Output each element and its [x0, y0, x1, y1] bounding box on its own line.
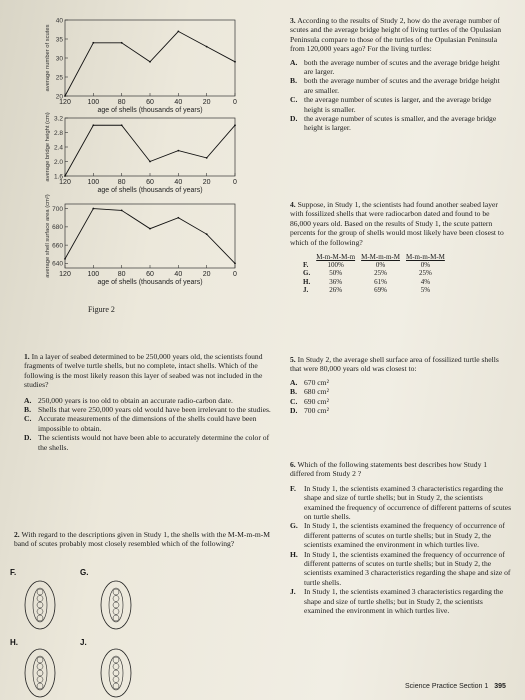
question-6-stem: 6. Which of the following statements best describes how Study 1 differed from Study 2 ? — [290, 460, 488, 479]
y-tick-label: 2.0 — [53, 158, 63, 166]
data-point — [121, 210, 123, 212]
x-tick-label: 80 — [117, 179, 126, 186]
q3-option-d[interactable] — [290, 114, 510, 133]
x-tick-label: 40 — [174, 99, 183, 106]
x-axis-label: age of shells (thousands of years) — [97, 187, 203, 194]
option-text: Shells that were 250,000 years old would have been irrelevant to the studies. — [38, 405, 271, 415]
table-cell: 61% — [374, 277, 387, 286]
table-cell: 26% — [329, 285, 343, 294]
shell-inner — [109, 656, 123, 690]
x-tick-label: 80 — [117, 271, 126, 278]
data-point — [121, 42, 123, 44]
option-letter: C. — [290, 396, 298, 406]
y-tick-label: 680 — [52, 224, 63, 232]
scute — [37, 596, 43, 602]
table-cell: 25% — [374, 269, 387, 278]
x-tick-label: 100 — [87, 271, 100, 278]
q6-option-j[interactable] — [290, 587, 512, 615]
option-letter: B. — [24, 405, 31, 415]
question-5 — [290, 355, 512, 415]
question-5-stem: 5. In Study 2, the average shell surface area of fossilized turtle shells that were 80,000 years old was closest to: — [290, 355, 499, 374]
option-text: 680 cm² — [304, 387, 329, 397]
option-letter: H. — [290, 549, 298, 559]
table-cell: 25% — [419, 269, 432, 278]
data-point — [177, 150, 179, 152]
data-point — [92, 208, 94, 210]
q1-option-d[interactable] — [24, 433, 272, 452]
option-text: the average number of scutes is larger, and the average bridge height is smaller. — [304, 95, 492, 114]
shell-inner — [33, 588, 47, 622]
y-tick-label: 660 — [52, 242, 63, 250]
scute — [113, 589, 119, 595]
table-cell: 4% — [420, 277, 431, 286]
data-point — [92, 42, 94, 44]
section-label: Science Practice Section 1 — [405, 683, 489, 690]
chart-3-series-line — [65, 209, 235, 264]
y-tick-label: 700 — [52, 205, 63, 213]
y-tick-label: 2.8 — [53, 129, 63, 137]
scute — [113, 657, 119, 663]
chart-1-series-line — [65, 31, 235, 96]
option-text: both the average number of scutes and the average bridge height are larger. — [304, 57, 500, 77]
q5-option-a[interactable] — [290, 378, 512, 387]
option-letter: J. — [303, 285, 309, 294]
table-cell: 36% — [329, 277, 343, 286]
scute — [37, 589, 43, 595]
data-point — [64, 95, 66, 97]
q1-option-a[interactable] — [24, 396, 272, 405]
option-text: In Study 1, the scientists examined 3 characteristics regarding the shape and size of turtle shells; but in Study 2, the scientists examined the environment in which turtles live. — [304, 587, 504, 616]
x-axis-label: age of shells (thousands of years) — [97, 107, 203, 114]
q2-option-h[interactable]: H. — [10, 638, 18, 647]
question-2 — [14, 530, 272, 549]
q1-option-c[interactable] — [24, 414, 272, 433]
option-letter: G. — [303, 269, 311, 278]
option-letter: D. — [24, 433, 32, 443]
x-tick-label: 40 — [174, 271, 183, 278]
scute — [37, 670, 43, 676]
shell-diagrams — [8, 565, 158, 700]
chart-2-series-line — [65, 125, 235, 176]
option-text: the average number of scutes is smaller, and the average bridge height is larger. — [304, 114, 497, 133]
q2-option-j[interactable]: J. — [80, 638, 87, 647]
data-point — [149, 61, 151, 63]
data-point — [206, 233, 208, 235]
question-6-options — [290, 484, 512, 616]
option-letter: B. — [290, 76, 297, 86]
scute — [37, 615, 43, 621]
data-point — [149, 161, 151, 163]
option-text: 690 cm² — [304, 396, 329, 406]
y-tick-label: 1.6 — [53, 173, 63, 181]
option-text: 700 cm² — [304, 406, 329, 416]
table-cell: 100% — [327, 261, 344, 270]
x-tick-label: 40 — [174, 179, 183, 186]
x-tick-label: 20 — [202, 179, 211, 186]
q6-option-g[interactable] — [290, 521, 512, 549]
scute — [113, 596, 119, 602]
x-tick-label: 80 — [117, 99, 126, 106]
scute — [113, 670, 119, 676]
x-tick-label: 60 — [146, 179, 154, 186]
q6-option-h[interactable] — [290, 550, 512, 588]
x-tick-label: 0 — [233, 179, 237, 186]
data-point — [92, 124, 94, 126]
x-tick-label: 100 — [87, 99, 100, 106]
y-tick-label: 30 — [55, 55, 63, 63]
option-text: The scientists would not have been able to accurately determine the color of the shells. — [38, 433, 270, 452]
figure-2-charts — [40, 18, 255, 298]
scute — [37, 677, 43, 683]
data-point — [206, 46, 208, 48]
y-tick-label: 2.4 — [53, 144, 63, 152]
question-2-stem: 2. With regard to the descriptions given in Study 1, the shells with the M-M-m-m-M band of scutes probably most closely resembled which of the following? — [14, 530, 271, 549]
question-1-stem: 1. In a layer of seabed determined to be 250,000 years old, the scientists found fragments of twelve turtle shells, but no complete, intact shells. Which of the following is the most likely reason this layer of seabed was not included in the studies? — [24, 352, 263, 390]
option-text: In Study 1, the scientists examined the frequency of occurrence of different patterns of scutes on turtle shells; but in Study 2, the scientists examined the environment in which turtles live. — [304, 521, 505, 550]
x-tick-label: 20 — [202, 99, 211, 106]
q3-option-b[interactable] — [290, 76, 510, 95]
q4-option-h[interactable] — [300, 278, 448, 286]
data-point — [149, 228, 151, 230]
data-point — [64, 175, 66, 177]
footer — [405, 683, 506, 690]
figure-caption: Figure 2 — [88, 305, 115, 314]
page-number: 395 — [494, 683, 506, 690]
q6-option-f[interactable] — [290, 484, 512, 522]
option-letter: A. — [290, 377, 298, 387]
question-5-options — [290, 378, 512, 416]
question-6 — [290, 460, 512, 616]
shell-inner — [109, 588, 123, 622]
y-axis-label: average number of scutes — [45, 24, 51, 92]
y-tick-label: 640 — [52, 260, 63, 268]
scute — [37, 602, 43, 608]
option-letter: A. — [290, 57, 298, 67]
question-3 — [290, 16, 510, 133]
option-letter: D. — [290, 114, 298, 124]
scute — [113, 664, 119, 670]
scute — [37, 657, 43, 663]
chart-1-frame — [65, 20, 235, 96]
option-text: In Study 1, the scientists examined 3 characteristics regarding the shape and size of turtle shells; but in Study 2, the scientists examined the frequency of occurrence of different patterns of scutes on turtle shells. — [304, 483, 512, 522]
question-1-options — [24, 396, 272, 452]
question-1 — [24, 352, 272, 452]
q4-option-f[interactable] — [300, 261, 448, 269]
data-point — [234, 61, 236, 63]
x-tick-label: 0 — [233, 271, 237, 278]
data-point — [177, 217, 179, 219]
q2-option-f[interactable]: F. — [10, 568, 17, 577]
table-cell: 50% — [329, 269, 343, 278]
y-tick-label: 35 — [55, 36, 63, 44]
q4-option-j[interactable] — [300, 286, 448, 294]
option-text: 250,000 years is too old to obtain an accurate radio-carbon date. — [38, 395, 233, 405]
x-tick-label: 20 — [202, 271, 211, 278]
scute — [113, 683, 119, 689]
q5-option-b[interactable] — [290, 387, 512, 396]
option-letter: A. — [24, 395, 32, 405]
option-letter: F. — [303, 261, 309, 270]
scute — [37, 664, 43, 670]
x-tick-label: 120 — [59, 179, 71, 186]
scute — [113, 615, 119, 621]
scute — [113, 602, 119, 608]
data-point — [177, 31, 179, 33]
x-tick-label: 100 — [87, 179, 100, 186]
option-letter: C. — [24, 414, 32, 424]
scute — [113, 677, 119, 683]
option-letter: B. — [290, 387, 297, 397]
scute — [37, 609, 43, 615]
table-corner — [300, 253, 313, 261]
table-header-row — [300, 253, 448, 261]
table-cell: 0% — [420, 261, 431, 270]
option-text: both the average number of scutes and the average bridge height are smaller. — [304, 76, 500, 95]
question-4-stem: 4. Suppose, in Study 1, the scientists had found another seabed layer with fossilized shells that were radiocarbon dated and found to be 86,000 years old. Based on the results of Study 1, the scute pattern percents for the group of shells would most likely have been closest to which of the following? — [290, 200, 504, 247]
x-tick-label: 120 — [59, 271, 71, 278]
table-cell: 69% — [374, 285, 387, 294]
q2-option-g[interactable]: G. — [80, 568, 89, 577]
option-letter: H. — [303, 277, 311, 286]
y-axis-label: average shell surface area (cm²) — [45, 194, 51, 278]
question-3-options — [290, 58, 510, 133]
chart-2-frame — [65, 118, 235, 176]
table-column-header: M-m-M-M-m — [316, 253, 356, 262]
option-letter: D. — [290, 406, 298, 416]
q1-option-b[interactable] — [24, 405, 272, 414]
scute — [37, 683, 43, 689]
option-text: In Study 1, the scientists examined the frequency of occurrence of different patterns of scutes on turtle shells; but in Study 2, the scientists examined 3 characteristics regarding the shape and size of turtle shells. — [304, 549, 511, 587]
option-text: 670 cm² — [304, 377, 329, 387]
question-4 — [290, 200, 512, 294]
data-point — [234, 263, 236, 265]
q3-option-a[interactable] — [290, 58, 510, 77]
data-point — [121, 124, 123, 126]
option-letter: J. — [290, 587, 296, 597]
table-column-header: M-M-m-m-M — [361, 253, 400, 262]
option-text: Accurate measurements of the dimensions of the shells could have been impossible to obtain. — [38, 414, 257, 433]
y-tick-label: 25 — [55, 74, 63, 82]
x-tick-label: 0 — [233, 99, 237, 106]
option-letter: F. — [290, 483, 296, 493]
q5-option-d[interactable] — [290, 406, 512, 415]
question-3-stem: 3. According to the results of Study 2, how do the average number of scutes and the average bridge height of living turtles of the Opulasian Peninsula compare to those of the turtles of the Opulasian Peninsula from 120,000 years ago? For the living turtles: — [290, 16, 502, 54]
y-tick-label: 3.2 — [53, 115, 63, 123]
x-axis-label: age of shells (thousands of years) — [97, 279, 203, 286]
data-point — [206, 157, 208, 159]
data-point — [234, 124, 236, 126]
y-tick-label: 40 — [55, 18, 63, 25]
option-letter: C. — [290, 95, 298, 105]
scute — [113, 609, 119, 615]
y-axis-label: average bridge height (cm) — [45, 112, 51, 182]
shell-inner — [33, 656, 47, 690]
q4-option-g[interactable] — [300, 269, 448, 277]
table-column-header: M-m-m-M-M — [405, 253, 445, 262]
table-cell: 0% — [375, 261, 386, 270]
x-tick-label: 60 — [146, 271, 154, 278]
y-tick-label: 20 — [55, 93, 63, 101]
x-tick-label: 120 — [59, 99, 71, 106]
q5-option-c[interactable] — [290, 397, 512, 406]
data-point — [64, 258, 66, 260]
x-tick-label: 60 — [146, 99, 154, 106]
table-cell: 5% — [420, 285, 431, 294]
question-4-table — [300, 253, 448, 294]
q3-option-c[interactable] — [290, 95, 510, 114]
option-letter: G. — [290, 521, 298, 531]
